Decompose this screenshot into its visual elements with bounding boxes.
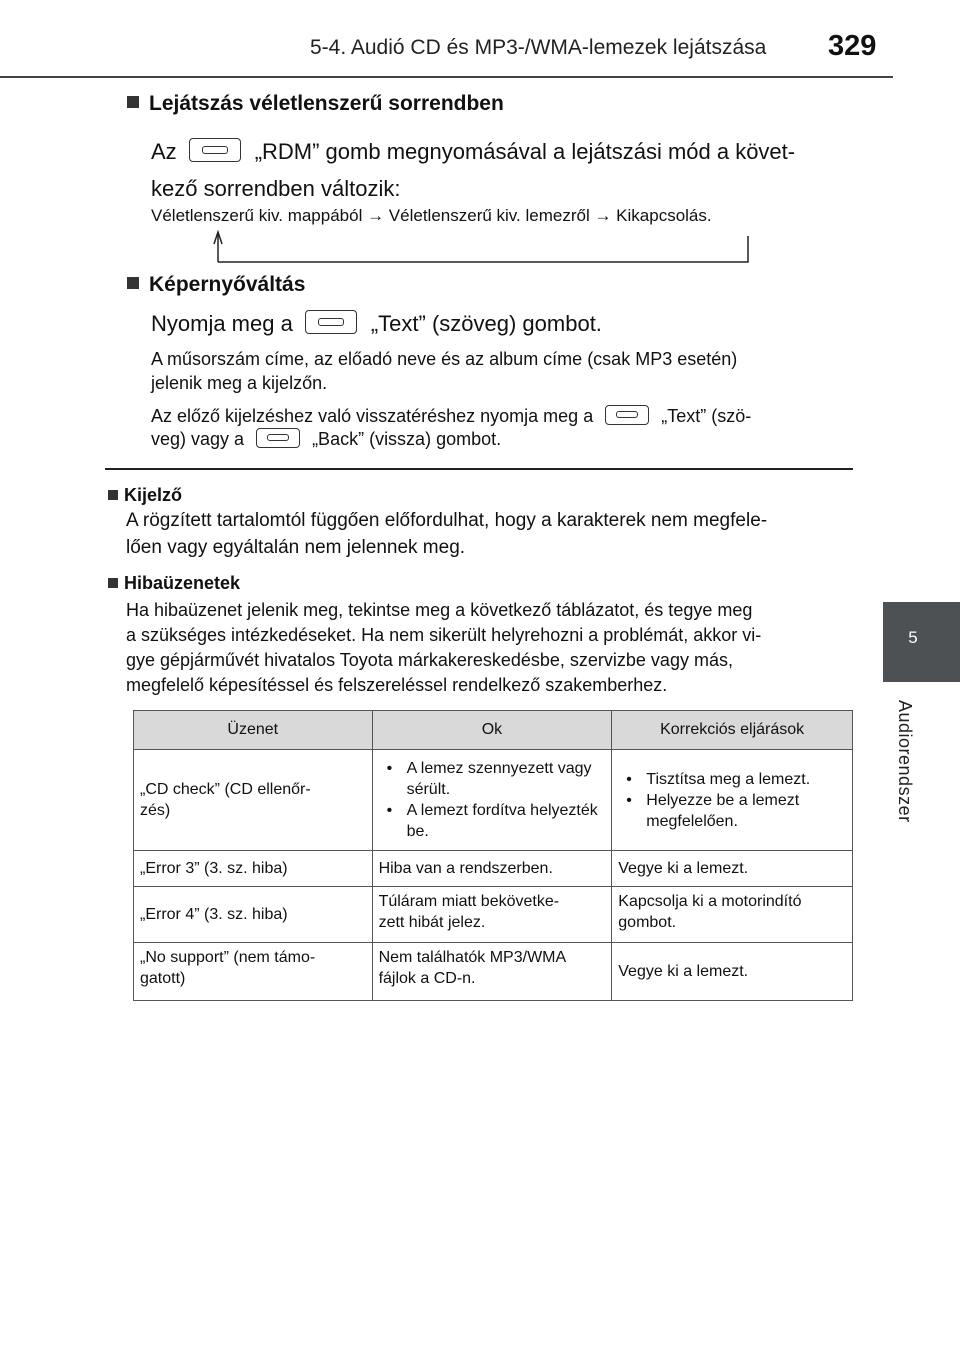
- section-title: 5-4. Audió CD és MP3-/WMA-lemezek lejátszása: [310, 36, 767, 59]
- text-button-icon: [605, 405, 649, 425]
- display-heading-text: Kijelző: [124, 485, 183, 505]
- errors-l3: gye gépjárművét hivatalos Toyota márkakereskedésbe, szervizbe vagy más,: [126, 650, 733, 670]
- table-cell-action: Vegye ki a lemezt.: [612, 851, 853, 887]
- screen-note-2-l2: [151, 426, 501, 452]
- table-cell-message: „Error 4” (3. sz. hiba): [134, 887, 373, 943]
- table-header-row: [134, 711, 853, 750]
- random-line-1: [151, 134, 851, 170]
- table-cell-action: [612, 750, 853, 851]
- display-l1: A rögzített tartalomtól függően előfordulhat, hogy a karakterek nem megfele-: [126, 510, 768, 531]
- screen-switch-heading-text: Képernyőváltás: [149, 273, 306, 296]
- display-heading: [108, 482, 182, 508]
- screen-note-2-pre: Az előző kijelzéshez való visszatéréshez nyomja meg a: [151, 406, 594, 426]
- square-bullet-icon: [127, 277, 139, 289]
- table-row: [134, 750, 853, 851]
- screen-switch-post: „Text” (szöveg) gombot.: [370, 311, 602, 336]
- table-cell-action: Vegye ki a lemezt.: [612, 943, 853, 1001]
- screen-switch-pre: Nyomja meg a: [151, 311, 293, 336]
- cycle-return-arrow-icon: [210, 230, 755, 266]
- table-cell-message: „CD check” (CD ellenőr- zés): [134, 750, 373, 851]
- table-row: [134, 851, 853, 887]
- table-row: [134, 943, 853, 1001]
- table-cell-cause: Hiba van a rendszerben.: [372, 851, 612, 887]
- list-item: • Tisztítsa meg a lemezt.: [636, 769, 846, 790]
- list-item: • A lemez szennyezett vagy sérült.: [397, 758, 606, 800]
- random-heading: [127, 92, 504, 116]
- back-button-icon: [256, 428, 300, 448]
- random-line-1-post: „RDM” gomb megnyomásával a lejátszási mód a követ-: [254, 139, 796, 164]
- list-item: • Helyezze be a lemezt megfelelően.: [636, 790, 846, 832]
- errors-heading: [108, 570, 240, 596]
- table-header: Ok: [372, 711, 612, 750]
- table-row: [134, 887, 853, 943]
- screen-note-3-pre: veg) vagy a: [151, 429, 245, 449]
- errors-l1: Ha hibaüzenet jelenik meg, tekintse meg a következő táblázatot, és tegye meg: [126, 600, 753, 620]
- rdm-button-icon: [189, 138, 241, 162]
- errors-l2: a szükséges intézkedéseket. Ha nem sikerült helyrehozni a problémát, akkor vi-: [126, 625, 762, 645]
- screen-note-1-l1: A műsorszám címe, az előadó neve és az album címe (csak MP3 esetén): [151, 349, 738, 369]
- screen-note-1-l2: jelenik meg a kijelzőn.: [151, 373, 328, 393]
- error-table: [133, 710, 853, 1001]
- chapter-number: 5: [908, 628, 918, 647]
- table-header: Üzenet: [134, 711, 373, 750]
- square-bullet-icon: [108, 490, 118, 500]
- header-rule: [0, 76, 893, 78]
- random-heading-text: Lejátszás véletlenszerű sorrendben: [149, 92, 504, 115]
- table-header: Korrekciós eljárások: [612, 711, 853, 750]
- screen-switch-heading: [127, 273, 305, 297]
- screen-note-2-post: „Text” (szö-: [661, 406, 752, 426]
- errors-heading-text: Hibaüzenetek: [124, 573, 241, 593]
- table-cell-message: „Error 3” (3. sz. hiba): [134, 851, 373, 887]
- random-sequence: Véletlenszerű kiv. mappából → Véletlenszerű kiv. lemezről → Kikapcsolás.: [151, 206, 712, 225]
- table-cell-cause: [372, 750, 612, 851]
- screen-switch-line: [151, 306, 602, 342]
- chapter-label: [894, 700, 934, 830]
- table-cell-action: Kapcsolja ki a motorindító gombot.: [612, 887, 853, 943]
- square-bullet-icon: [127, 96, 139, 108]
- random-line-1-pre: Az: [151, 139, 177, 164]
- chapter-label-text: Audiorendszer: [895, 700, 915, 823]
- text-button-icon: [305, 310, 357, 334]
- section-divider: [105, 468, 853, 470]
- page-number: 329: [828, 30, 877, 62]
- random-line-2: kező sorrendben változik:: [151, 176, 401, 201]
- table-cell-message: „No support” (nem támo- gatott): [134, 943, 373, 1001]
- display-l2: lően vagy egyáltalán nem jelennek meg.: [126, 537, 466, 558]
- list-item: • A lemezt fordítva helyezték be.: [397, 800, 606, 842]
- table-cell-cause: Túláram miatt bekövetke- zett hibát jelez.: [372, 887, 612, 943]
- square-bullet-icon: [108, 578, 118, 588]
- table-cell-cause: Nem találhatók MP3/WMA fájlok a CD-n.: [372, 943, 612, 1001]
- screen-note-3-post: „Back” (vissza) gombot.: [312, 429, 502, 449]
- errors-l4: megfelelő képesítéssel és felszereléssel rendelkező szakemberhez.: [126, 675, 668, 695]
